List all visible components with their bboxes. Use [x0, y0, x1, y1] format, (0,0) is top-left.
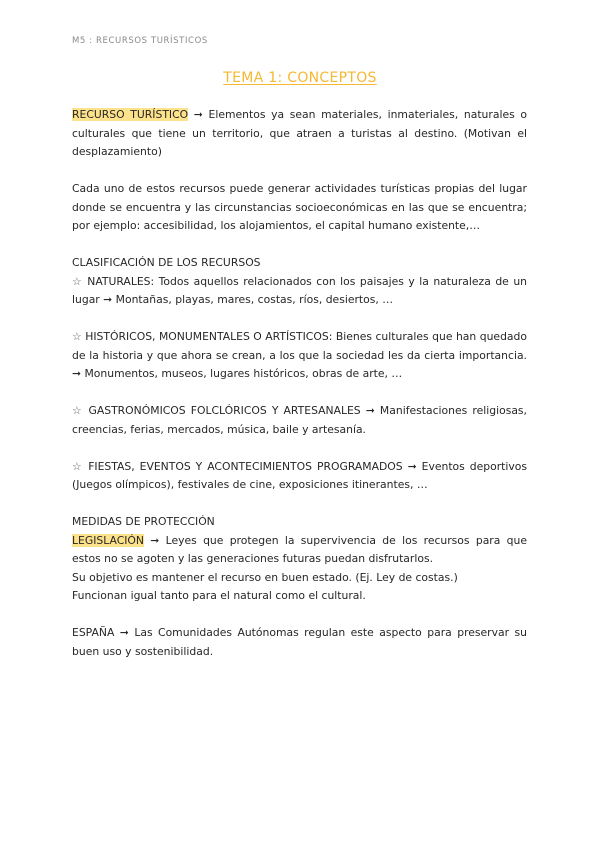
list-item-fiestas — [72, 458, 527, 495]
context-paragraph: Cada uno de estos recursos puede generar actividades turísticas propias del lugar donde se encuentra y las circunstancias socioeconómicas en las que se encuentra; por ejemplo: accesibilidad, los alojamientos, el capital humano existente,… — [72, 182, 527, 232]
spain-paragraph: ESPAÑA ➞ Las Comunidades Autónomas regulan este aspecto para preservar su buen uso y sostenibilidad. — [72, 626, 527, 658]
list-item-gastronomicos — [72, 402, 527, 439]
legislation-text: ➞ Leyes que protegen la supervivencia de los recursos para que estos no se agoten y las generaciones futuras puedan disfrutarlos. — [72, 533, 527, 565]
star-icon: ☆ — [72, 274, 83, 288]
star-icon: ☆ — [72, 459, 84, 473]
list-item-text: FIESTAS, EVENTOS Y ACONTECIMIENTOS PROGRAMADOS ➞ Eventos deportivos (Juegos olímpicos), festivales de cine, exposiciones itinerantes, … — [72, 459, 527, 491]
definition-text: ➞ Elementos ya sean materiales, inmateriales, naturales o culturales que tiene un territorio, que atraen a turistas al destino. (Motivan el desplazamiento) — [72, 108, 527, 158]
list-item-text: NATURALES: Todos aquellos relacionados con los paisajes y la naturaleza de un lugar ➞ Montañas, playas, mares, costas, ríos, desiertos, … — [72, 274, 528, 306]
star-icon: ☆ — [72, 404, 84, 417]
page-header: M5 : RECURSOS TURÍSTICOS — [72, 36, 208, 46]
highlighted-term: LEGISLACIÓN — [72, 533, 144, 547]
section-heading-protection: MEDIDAS DE PROTECCIÓN — [72, 515, 215, 528]
list-item-text: HISTÓRICOS, MONUMENTALES O ARTÍSTICOS: Bienes culturales que han quedado de la historia y que ahora se crean, a los que la sociedad les da cierta importancia. ➞ Monumentos, museos, lugares históricos, obras de arte, … — [72, 330, 528, 380]
star-icon: ☆ — [72, 330, 82, 343]
highlighted-term: RECURSO TURÍSTICO — [72, 108, 189, 121]
list-item-naturales — [72, 273, 527, 310]
section-heading-classification: CLASIFICACIÓN DE LOS RECURSOS — [72, 256, 261, 269]
list-item-text: GASTRONÓMICOS FOLCLÓRICOS Y ARTESANALES ➞ Manifestaciones religiosas, creencias, ferias, mercados, música, baile y artesanía. — [72, 404, 527, 436]
legislation-paragraph — [72, 532, 527, 569]
list-item-historicos — [72, 328, 527, 384]
objective-line: Su objetivo es mantener el recurso en buen estado. (Ej. Ley de costas.) — [72, 570, 458, 584]
page-title: TEMA 1: CONCEPTOS — [223, 70, 377, 86]
document-body — [72, 106, 527, 661]
scope-line: Funcionan igual tanto para el natural como el cultural. — [72, 589, 366, 602]
definition-paragraph — [72, 106, 527, 162]
